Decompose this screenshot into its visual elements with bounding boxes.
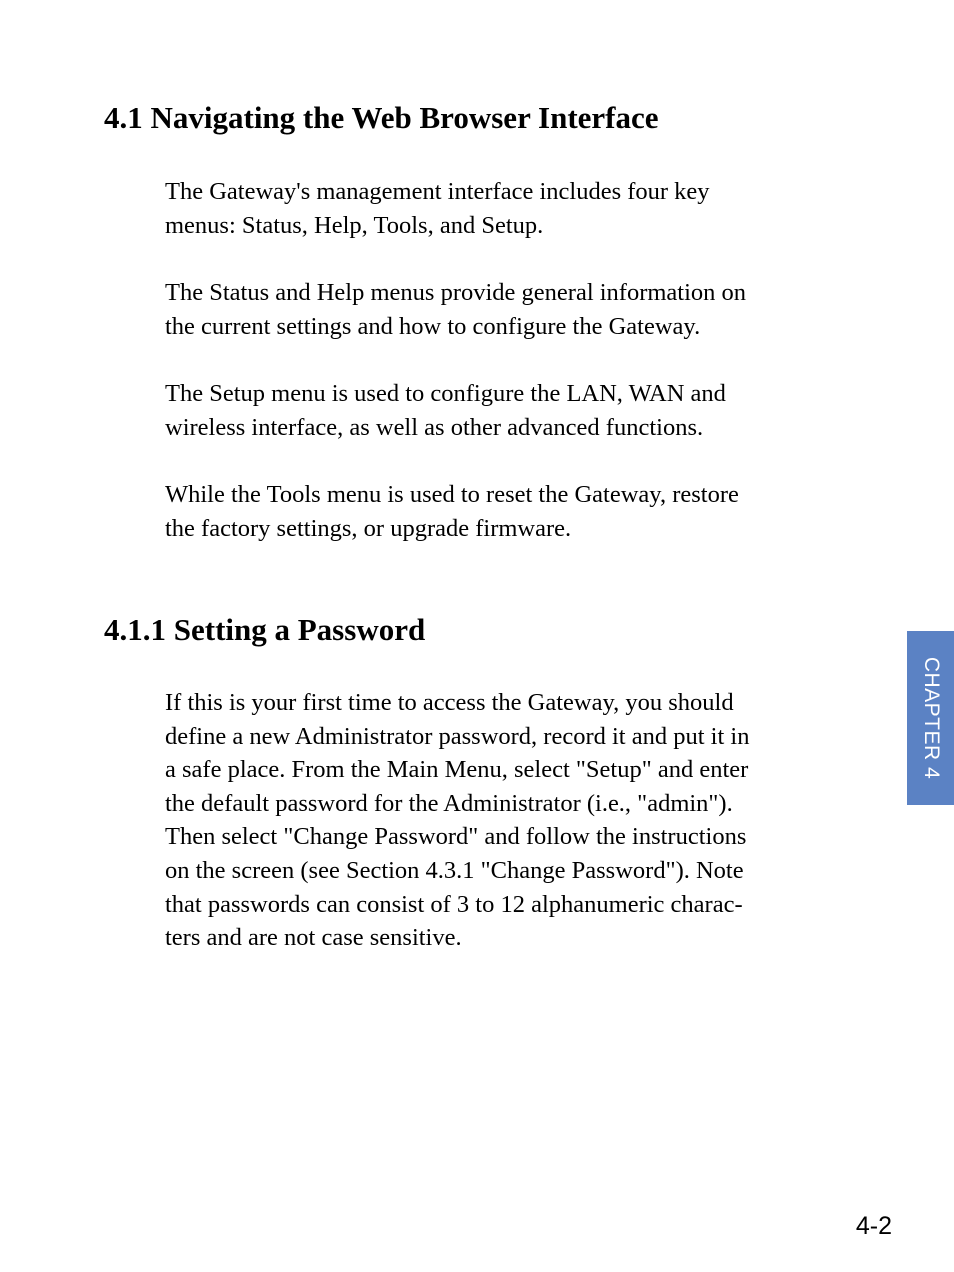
- text-line: If this is your first time to access the Gateway, you should: [165, 689, 734, 716]
- text-line: Then select "Change Password" and follow the instructions: [165, 823, 747, 851]
- paragraph-tools-menu: [165, 478, 855, 545]
- section-heading-password: 4.1.1 Setting a Password: [104, 612, 426, 647]
- page-number: 4-2: [855, 1212, 892, 1240]
- text-line: ters and are not case sensitive.: [165, 924, 462, 952]
- text-line: The Setup menu is used to configure the LAN, WAN and: [165, 380, 726, 407]
- text-line: that passwords can consist of 3 to 12 alphanumeric charac-: [165, 890, 743, 918]
- text-line: on the screen (see Section 4.3.1 "Change Password"). Note: [165, 856, 744, 884]
- paragraph-setup-menu: [165, 377, 855, 444]
- chapter-tab-label: CHAPTER 4: [920, 656, 943, 780]
- text-line: the default password for the Administrator (i.e., "admin").: [165, 789, 733, 817]
- text-line: a safe place. From the Main Menu, select "Setup" and enter: [165, 756, 749, 784]
- section-heading-navigating: 4.1 Navigating the Web Browser Interface: [104, 100, 659, 135]
- text-line: The Status and Help menus provide general information on: [165, 279, 747, 306]
- text-line: wireless interface, as well as other advanced functions.: [165, 413, 704, 441]
- text-line: define a new Administrator password, record it and put it in: [165, 722, 750, 750]
- paragraph-setting-password: [165, 686, 855, 955]
- text-line: While the Tools menu is used to reset the Gateway, restore: [165, 481, 739, 508]
- text-line: the current settings and how to configure the Gateway.: [165, 312, 701, 340]
- text-line: the factory settings, or upgrade firmware.: [165, 514, 572, 542]
- paragraph-key-menus: [165, 175, 855, 242]
- text-line: menus: Status, Help, Tools, and Setup.: [165, 211, 544, 239]
- paragraph-status-help: [165, 276, 855, 343]
- text-line: The Gateway's management interface includes four key: [165, 178, 710, 205]
